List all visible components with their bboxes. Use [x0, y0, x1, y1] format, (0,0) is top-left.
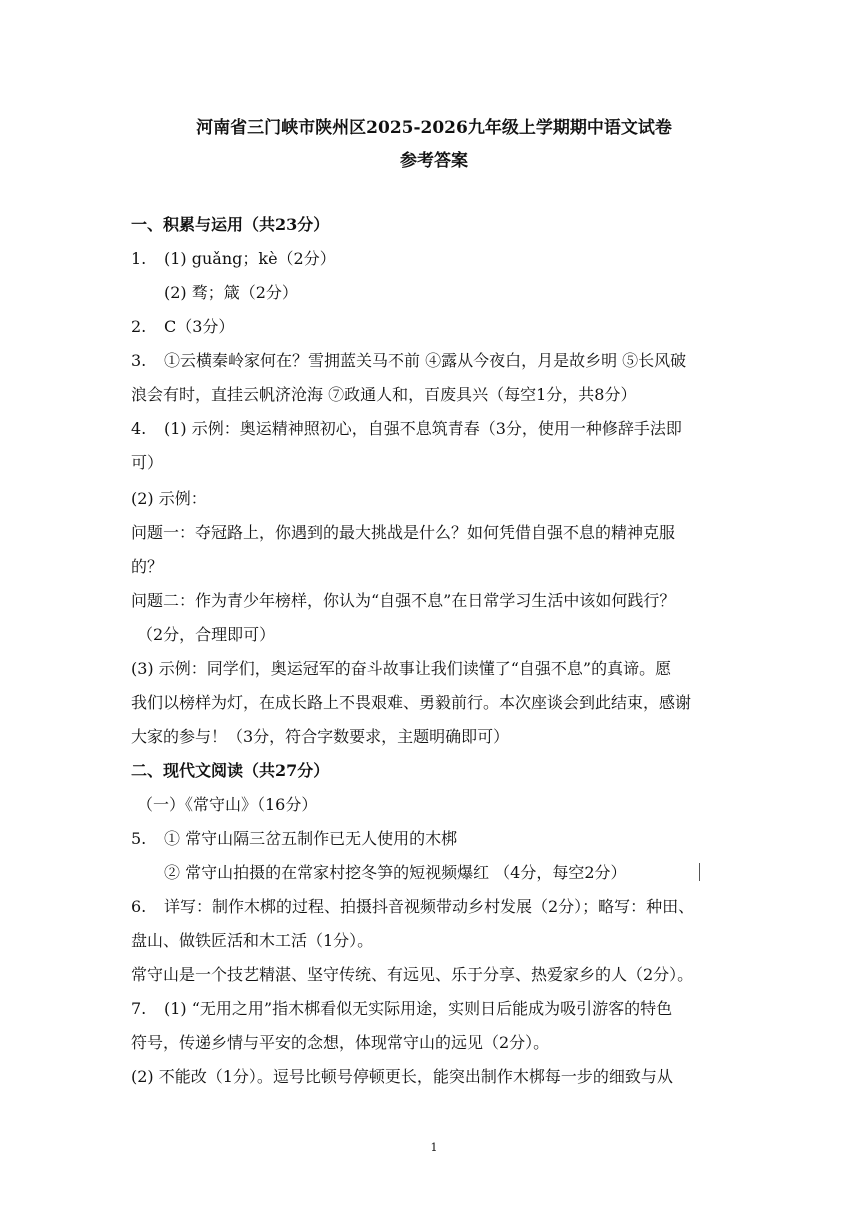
answer-line-q6-part2: 常守山是一个技艺精湛、坚守传统、有远见、乐于分享、热爱家乡的人（2分）。	[131, 965, 694, 984]
answer-line-q6-cont: 盘山、做铁匠活和木工活（1分）。	[131, 931, 374, 950]
answer-text: (1) 示例：奥运精神照初心，自强不息筑青春（3分，使用一种修辞手法即	[164, 419, 682, 438]
question-number: 4.	[131, 419, 147, 438]
answer-line-q4-part3: (3) 示例：同学们，奥运冠军的奋斗故事让我们读懂了“自强不息”的真谛。愿	[131, 659, 672, 678]
answer-text: (1) guǎng；kè（2分）	[164, 249, 336, 268]
passage-heading: （一）《常守山》（16分）	[137, 795, 318, 814]
answer-text: ①云横秦岭家何在？雪拥蓝关马不前 ④露从今夜白，月是故乡明 ⑤长风破	[164, 351, 687, 370]
answer-line-q7	[131, 998, 741, 1020]
answer-line-q6	[131, 896, 741, 918]
answer-line-q4-part2: (2) 示例：	[131, 489, 207, 508]
answer-text: 详写：制作木梆的过程、拍摄抖音视频带动乡村发展（2分）；略写：种田、	[164, 897, 695, 916]
question-number: 6.	[131, 897, 147, 916]
answer-text: C（3分）	[164, 317, 235, 336]
question-number: 7.	[131, 999, 147, 1018]
answer-line-q2	[131, 316, 741, 338]
answer-line-q7-part2: (2) 不能改（1分）。逗号比顿号停顿更长，能突出制作木梆每一步的细致与从	[131, 1067, 673, 1086]
question-number: 5.	[131, 829, 147, 848]
answer-line-q4-part3-cont: 我们以榜样为灯，在成长路上不畏艰难、勇毅前行。本次座谈会到此结束，感谢	[131, 693, 692, 712]
section-heading-1: 一、积累与运用（共23分）	[131, 215, 330, 234]
answer-line-q7-cont: 符号，传递乡情与平安的念想，体现常守山的远见（2分）。	[131, 1033, 550, 1052]
answer-line-q4-score: （2分，合理即可）	[137, 625, 276, 644]
answer-line-q4-part3-end: 大家的参与！（3分，符合字数要求，主题明确即可）	[131, 727, 510, 746]
answer-line-q1	[131, 248, 741, 270]
question-number: 2.	[131, 317, 147, 336]
answer-line-q1-part2: (2) 骛；箴（2分）	[164, 283, 298, 302]
answer-line-q4-question1-cont: 的？	[131, 557, 164, 576]
question-number: 1.	[131, 249, 147, 268]
answer-line-q5	[131, 828, 741, 850]
document-subtitle: 参考答案	[400, 151, 468, 171]
document-title: 河南省三门峡市陕州区2025-2026九年级上学期期中语文试卷	[196, 118, 672, 138]
answer-text: ① 常守山隔三岔五制作已无人使用的木梆	[164, 829, 458, 848]
question-number: 3.	[131, 351, 147, 370]
answer-line-q4-question1: 问题一：夺冠路上，你遇到的最大挑战是什么？如何凭借自强不息的精神克服	[131, 523, 676, 542]
page-number: 1	[430, 1141, 438, 1154]
answer-text: (1) “无用之用”指木梆看似无实际用途，实则日后能成为吸引游客的特色	[164, 999, 673, 1018]
section-heading-2: 二、现代文阅读（共27分）	[131, 761, 330, 780]
answer-line-q4-question2: 问题二：作为青少年榜样，你认为“自强不息”在日常学习生活中该如何践行？	[131, 591, 676, 610]
answer-line-q3-cont: 浪会有时，直挂云帆济沧海 ⑦政通人和，百废具兴（每空1分，共8分）	[131, 385, 637, 404]
answer-line-q3	[131, 350, 741, 372]
answer-line-q4	[131, 418, 741, 440]
answer-line-q5-part2: ② 常守山拍摄的在常家村挖冬笋的短视频爆红 （4分，每空2分）	[164, 863, 627, 882]
text-cursor	[699, 863, 700, 881]
answer-line-q4-cont: 可）	[131, 453, 164, 472]
